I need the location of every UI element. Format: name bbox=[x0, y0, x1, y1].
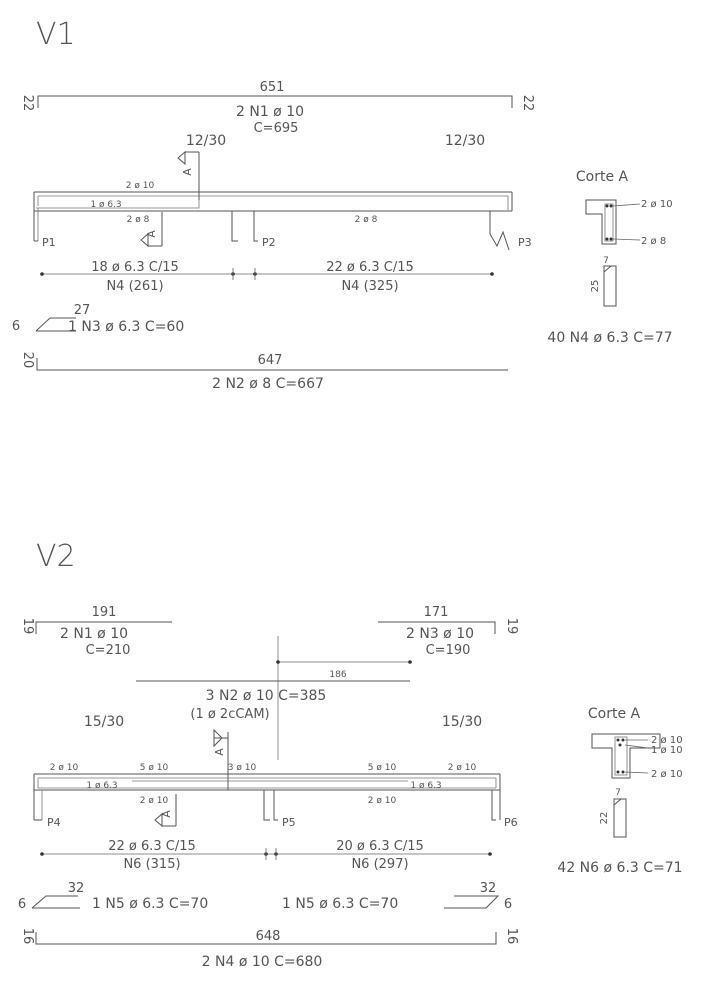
v2-stirrups-left-label: N6 (315) bbox=[123, 857, 181, 872]
v1-stirrups-right-count: 22 ø 6.3 C/15 bbox=[326, 260, 414, 275]
v2-n4-length: 648 bbox=[255, 929, 281, 944]
v2-section-right: 15/30 bbox=[441, 714, 483, 730]
v2-section-left: 15/30 bbox=[83, 714, 125, 730]
v2-n2-label: 3 N2 ø 10 C=385 bbox=[205, 688, 327, 704]
v2-n3-hook: 19 bbox=[504, 617, 519, 635]
v1-corte-top: 2 ø 10 bbox=[641, 199, 673, 210]
v1-support-p1: P1 bbox=[42, 236, 56, 249]
v2-bar-top1: 2 ø 10 bbox=[49, 763, 79, 773]
v1-n2-length: 647 bbox=[257, 353, 283, 368]
v1-stirrups-left-count: 18 ø 6.3 C/15 bbox=[91, 260, 179, 275]
v2-stirrup-shape bbox=[557, 788, 682, 876]
v1-cut-marker-top bbox=[178, 152, 199, 200]
v1-n1-label: 2 N1 ø 10 bbox=[235, 104, 305, 120]
v2-support-p6: P6 bbox=[504, 816, 518, 829]
v2-corte-title: Corte A bbox=[587, 706, 641, 722]
v2-n1-label: 2 N1 ø 10 bbox=[59, 626, 129, 642]
v2-corte-top2: 1 ø 10 bbox=[651, 745, 683, 756]
v2-bar-top3: 3 ø 10 bbox=[227, 763, 257, 773]
v1-n3-label: 1 N3 ø 6.3 C=60 bbox=[68, 319, 185, 335]
v2-bar-mid-right: 1 ø 6.3 bbox=[410, 781, 442, 791]
v2-n3-length: 171 bbox=[423, 605, 449, 620]
v2-n2-length: 186 bbox=[329, 670, 347, 680]
v1-n1-bar bbox=[20, 80, 535, 136]
v2-cut-label-top: A bbox=[213, 748, 226, 756]
v1-n1-hook-left: 22 bbox=[20, 94, 35, 112]
v2-bar-top5: 2 ø 10 bbox=[447, 763, 477, 773]
v2-n1-length: 191 bbox=[91, 605, 117, 620]
v2-n5-right-bar bbox=[282, 881, 512, 912]
beam-v2 bbox=[18, 539, 683, 970]
v1-n2-bar bbox=[20, 352, 508, 392]
v2-n5-left-label: 1 N5 ø 6.3 C=70 bbox=[92, 896, 209, 912]
v2-stirrups-right-label: N6 (297) bbox=[351, 857, 409, 872]
v1-support-p2: P2 bbox=[262, 236, 276, 249]
v2-n5-right-hook: 6 bbox=[503, 897, 513, 912]
v1-bar-top: 2 ø 10 bbox=[125, 181, 155, 191]
v1-stirrup-shape bbox=[547, 256, 672, 346]
v1-stirrup-h: 25 bbox=[590, 279, 601, 293]
v2-cut-label-bottom: A bbox=[160, 810, 173, 818]
v2-stirrups-right-count: 20 ø 6.3 C/15 bbox=[336, 839, 424, 854]
v2-bar-bottom-right: 2 ø 10 bbox=[367, 796, 397, 806]
v2-n1-c: C=210 bbox=[85, 643, 131, 658]
v1-cut-label-bottom: A bbox=[145, 230, 158, 238]
v1-bar-bottom-left: 2 ø 8 bbox=[126, 215, 150, 225]
v2-n5-left-length: 32 bbox=[67, 881, 85, 896]
v2-support-p4: P4 bbox=[47, 816, 61, 829]
v2-n5-right-label: 1 N5 ø 6.3 C=70 bbox=[282, 896, 399, 912]
v2-stirrup-h: 22 bbox=[599, 811, 610, 825]
v2-corte-bottom: 2 ø 10 bbox=[651, 769, 683, 780]
v1-corte-title: Corte A bbox=[575, 169, 629, 185]
v1-corte-a bbox=[576, 169, 673, 247]
v1-stirrup-label: 40 N4 ø 6.3 C=77 bbox=[547, 330, 673, 346]
v1-corte-bottom: 2 ø 8 bbox=[641, 236, 667, 247]
v2-stirrup-label: 42 N6 ø 6.3 C=71 bbox=[557, 860, 683, 876]
v2-corte-a bbox=[588, 706, 683, 780]
v2-stirrup-w: 7 bbox=[615, 788, 621, 798]
v2-bar-mid-left: 1 ø 6.3 bbox=[86, 781, 118, 791]
v1-support-p3: P3 bbox=[518, 236, 532, 249]
v1-section-right: 12/30 bbox=[444, 133, 486, 149]
v1-bar-bottom-right: 2 ø 8 bbox=[354, 215, 378, 225]
beam-v1-title: V1 bbox=[36, 17, 76, 52]
v2-corte-top1: 2 ø 10 bbox=[651, 735, 683, 746]
v2-n1-bar bbox=[20, 605, 172, 658]
v2-n4-hook-left: 16 bbox=[20, 927, 35, 945]
v1-n1-length: 651 bbox=[259, 80, 285, 95]
v2-support-p5: P5 bbox=[282, 816, 296, 829]
v1-n3-bar bbox=[12, 303, 184, 335]
v2-n3-label: 2 N3 ø 10 bbox=[405, 626, 475, 642]
v1-n2-label: 2 N2 ø 8 C=667 bbox=[212, 376, 324, 392]
v2-n5-left-hook: 6 bbox=[17, 897, 27, 912]
v1-n3-hook: 6 bbox=[11, 319, 21, 334]
v1-bar-mid: 1 ø 6.3 bbox=[90, 200, 122, 210]
v1-section-left: 12/30 bbox=[185, 133, 227, 149]
v2-n4-bar bbox=[20, 928, 519, 970]
v2-n4-hook-right: 16 bbox=[504, 927, 519, 945]
v2-stirrups-left-count: 22 ø 6.3 C/15 bbox=[108, 839, 196, 854]
v1-n2-hook-left: 20 bbox=[20, 351, 35, 369]
v2-n1-hook: 19 bbox=[20, 617, 35, 635]
v2-bar-bottom-left: 2 ø 10 bbox=[139, 796, 169, 806]
v2-n2-sub: (1 ø 2cCAM) bbox=[190, 707, 270, 722]
v1-n1-c: C=695 bbox=[253, 121, 299, 136]
beam-v2-title: V2 bbox=[36, 539, 76, 574]
v1-stirrups-right-label: N4 (325) bbox=[341, 279, 399, 294]
v2-n3-c: C=190 bbox=[425, 643, 471, 658]
v2-n2-bar bbox=[136, 636, 412, 760]
v1-n3-length: 27 bbox=[73, 303, 91, 318]
v2-n5-left-bar bbox=[18, 881, 208, 912]
v1-stirrups-left-label: N4 (261) bbox=[106, 279, 164, 294]
v2-bar-top4: 5 ø 10 bbox=[367, 763, 397, 773]
beam-v1 bbox=[12, 17, 673, 392]
v1-cut-label-top: A bbox=[181, 168, 194, 176]
v2-n5-right-length: 32 bbox=[479, 881, 497, 896]
v2-bar-top2: 5 ø 10 bbox=[139, 763, 169, 773]
v1-n1-hook-right: 22 bbox=[520, 94, 535, 112]
v1-stirrup-w: 7 bbox=[603, 256, 609, 266]
v2-n4-label: 2 N4 ø 10 C=680 bbox=[201, 954, 323, 970]
v2-n3-bar bbox=[378, 605, 519, 658]
